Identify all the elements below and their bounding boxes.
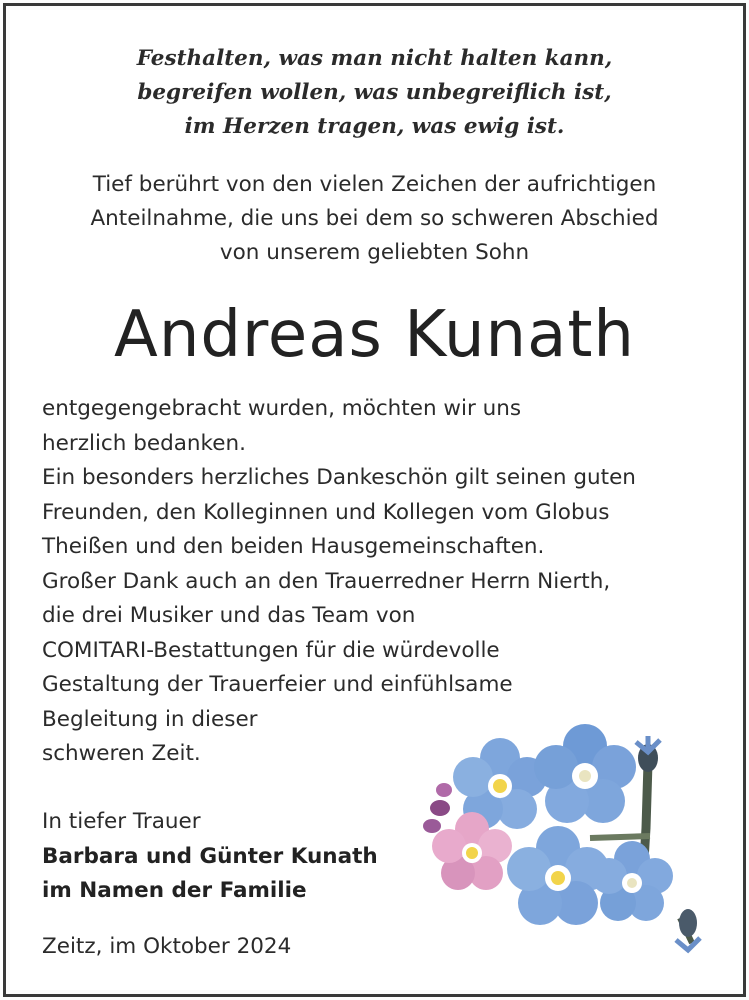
- intro-text: [0, 168, 749, 270]
- thanks-line: Begleitung in dieser: [42, 706, 258, 732]
- thanks-text: [42, 392, 722, 772]
- poem: [0, 42, 749, 144]
- thanks-line: entgegengebracht wurden, möchten wir uns: [42, 396, 522, 421]
- deceased-name: Andreas Kunath: [114, 298, 635, 372]
- thanks-line: Großer Dank auch an den Trauerredner Herrn Nierth,: [42, 568, 611, 594]
- place-date: Zeitz, im Oktober 2024: [42, 934, 292, 959]
- mourning-line: In tiefer Trauer: [42, 809, 201, 834]
- poem-line: Festhalten, was man nicht halten kann,: [136, 46, 613, 71]
- thanks-line: Theißen und den beiden Hausgemeinschaften.: [42, 534, 545, 559]
- thanks-line: Freunden, den Kolleginnen und Kollegen vom Globus: [42, 499, 610, 525]
- intro-line: von unserem geliebten Sohn: [219, 240, 530, 265]
- poem-line: begreifen wollen, was unbegreiflich ist,: [137, 80, 612, 105]
- thanks-line: die drei Musiker und das Team von: [42, 603, 416, 628]
- signers-family: im Namen der Familie: [42, 878, 307, 903]
- intro-line: Anteilnahme, die uns bei dem so schweren Abschied: [90, 206, 659, 231]
- forget-me-not-flowers-icon: [410, 718, 720, 968]
- thanks-line: schweren Zeit.: [42, 741, 201, 766]
- poem-line: im Herzen tragen, was ewig ist.: [184, 114, 565, 139]
- signers: Barbara und Günter Kunath: [42, 843, 378, 869]
- thanks-line: COMITARI-Bestattungen für die würdevolle: [42, 637, 500, 663]
- signature-block: [42, 805, 378, 909]
- thanks-line: Gestaltung der Trauerfeier und einfühlsame: [42, 672, 513, 697]
- thanks-line: Ein besonders herzliches Dankeschön gilt seinen guten: [42, 465, 636, 490]
- thanks-line: herzlich bedanken.: [42, 430, 246, 456]
- intro-line: Tief berührt von den vielen Zeichen der aufrichtigen: [92, 172, 657, 197]
